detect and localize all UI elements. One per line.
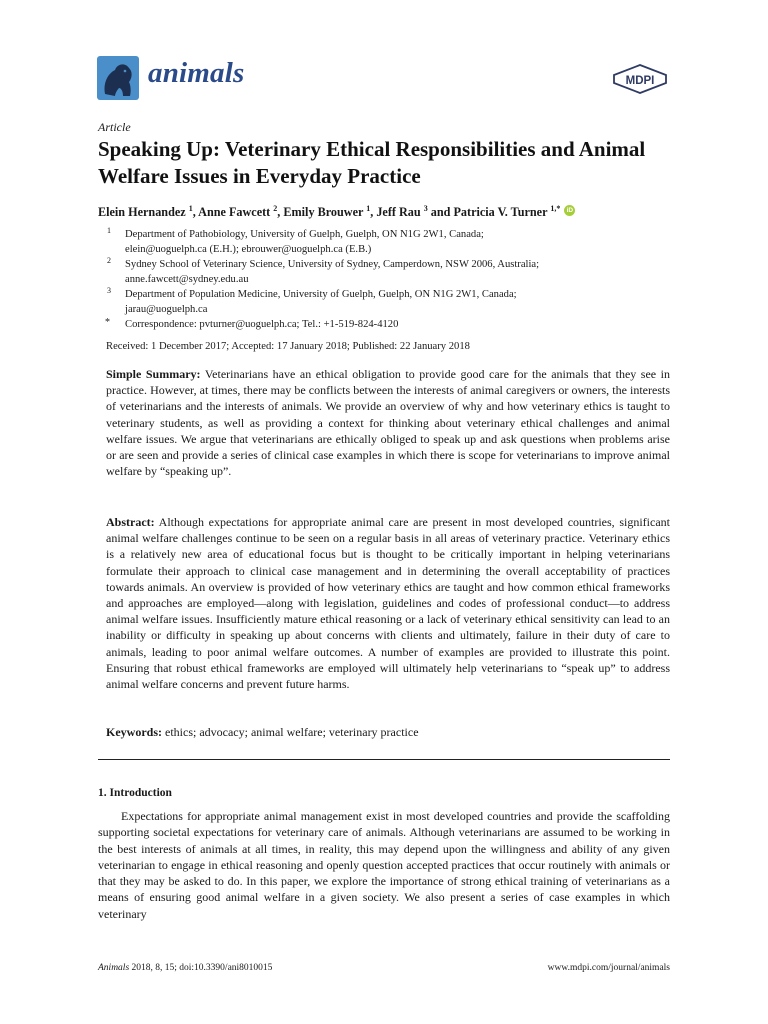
author-list: Elein Hernandez $^1$, Anne Fawcett $^2$, Emily Brouwer $^1$, Jeff Rau $^3$ and Patricia V. Turner $^{1,*}$ iD [98,204,575,220]
journal-name: animals [148,57,245,89]
affiliation-number: * [105,317,110,328]
affiliation [125,227,484,257]
author-name: Emily Brouwer [283,205,364,220]
correspondence-line[interactable]: Correspondence: pvturner@uoguelph.ca; Tel.: +1-519-824-4120 [125,319,399,330]
mdpi-logo-icon [612,64,668,94]
author-name: Jeff Rau [376,205,421,220]
authors-conjunction: and [430,205,451,220]
author-affiliation-ref: 2 [273,204,278,213]
abstract-text: Although expectations for appropriate animal care are present in most developed countries, significant animal welfare challenges continue to be seen on a regular basis in all areas of veterinary practice. Veterinary ethics is a relatively new area of educational focus but is thought to be critically important in helping veterinarians formulate their approach to clinical case management and in determining the overall acceptability of practices towards animals. An overview is provided of how veterinary ethics are taught and how common ethical frameworks and approaches are employed—along with legislation, guidelines and codes of professional conduct—to address animal welfare issues. Insufficiently mature ethical reasoning or a lack of veterinary ethical sensitivity can lead to an inability or difficulty in speaking up about concerns with clients and ultimately, failure in their duty of care to animals, leading to poor animal welfare outcomes. A number of examples are provided to illustrate this point. Ensuring that robust ethical frameworks are employed will ultimately help veterinarians to “speak up” to address animal welfare concerns and prevent future harms. [106,515,670,692]
affiliation-number: 2 [107,256,111,265]
author-affiliation-ref: 1 [366,204,371,213]
author-name: Patricia V. Turner [453,205,548,220]
affiliation-line: Department of Pathobiology, University of Guelph, Guelph, ON N1G 2W1, Canada; [125,229,484,240]
article-type: Article [98,120,131,134]
section-divider [98,759,670,760]
section-heading: 1. Introduction [98,787,172,799]
affiliation [125,287,517,317]
correspondence [125,317,398,332]
gorilla-logo-icon [97,56,139,100]
article-title: Speaking Up: Veterinary Ethical Responsibilities and Animal Welfare Issues in Everyday Practice [98,137,646,188]
footer-citation-text: 2018, 8, 15; doi:10.3390/ani8010015 [129,963,273,973]
affiliation-number: 1 [107,226,111,235]
orcid-icon[interactable]: iD [564,205,575,216]
footer-url[interactable]: www.mdpi.com/journal/animals [547,963,670,973]
author-name: Elein Hernandez [98,205,186,220]
author-affiliation-ref: 1,* [550,204,561,213]
author-affiliation-ref: 1 [188,204,193,213]
affiliation-number: 3 [107,286,111,295]
author-affiliation-ref: 3 [423,204,428,213]
affiliation-line: Sydney School of Veterinary Science, University of Sydney, Camperdown, NSW 2006, Australia; [125,259,540,270]
publisher-name: MDPI [625,75,655,87]
keywords [106,724,670,740]
affiliation-emails[interactable]: elein@uoguelph.ca (E.H.); ebrouwer@uoguelph.ca (E.B.) [125,244,372,256]
author-name: Anne Fawcett [198,205,271,220]
footer-journal: Animals [98,963,130,973]
keywords-text: ethics; advocacy; animal welfare; veterinary practice [162,725,419,739]
affiliation-emails[interactable]: anne.fawcett@sydney.edu.au [125,274,249,286]
simple-summary-label: Simple Summary: [106,367,201,381]
affiliation-emails[interactable]: jarau@uoguelph.ca [125,304,208,316]
simple-summary [106,366,670,479]
affiliation [125,257,539,287]
affiliation-line: Department of Population Medicine, University of Guelph, Guelph, ON N1G 2W1, Canada; [125,289,517,300]
keywords-label: Keywords: [106,725,162,739]
publication-dates: Received: 1 December 2017; Accepted: 17 January 2018; Published: 22 January 2018 [106,341,470,352]
introduction-text: Expectations for appropriate animal management exist in most developed countries and provide the scaffolding supporting societal expectations for veterinary care of animals. Although veterinarians are assumed to be working in the best interests of animals at all times, in reality, this may depend upon the willingness and ability of any given veterinarian to engage in ethical reasoning and openly question accepted practices that occur routinely with animals or that they may be asked to do. In this paper, we explore the importance of strong ethical training of veterinarians as a means of ensuring good animal welfare in a given society. We also present a series of case examples in which veterinary [98,809,670,921]
abstract-label: Abstract: [106,515,155,529]
footer-citation [98,963,272,973]
simple-summary-text: Veterinarians have an ethical obligation to provide good care for the animals that they see in practice. However, at times, there may be conflicts between the interests of animal caregivers or owners, the interests of veterinarians and the interests of animals. We provide an overview of why and how veterinary ethics is taught to veterinary students, as well as providing a context for thinking about veterinary ethical challenges and animal welfare issues. We argue that veterinarians are ethically obliged to speak up and ask questions when problems arise or are seen and provide a series of clinical case examples in which there is scope for veterinarians to improve animal welfare by “speaking up”. [106,367,670,479]
abstract [106,514,670,692]
